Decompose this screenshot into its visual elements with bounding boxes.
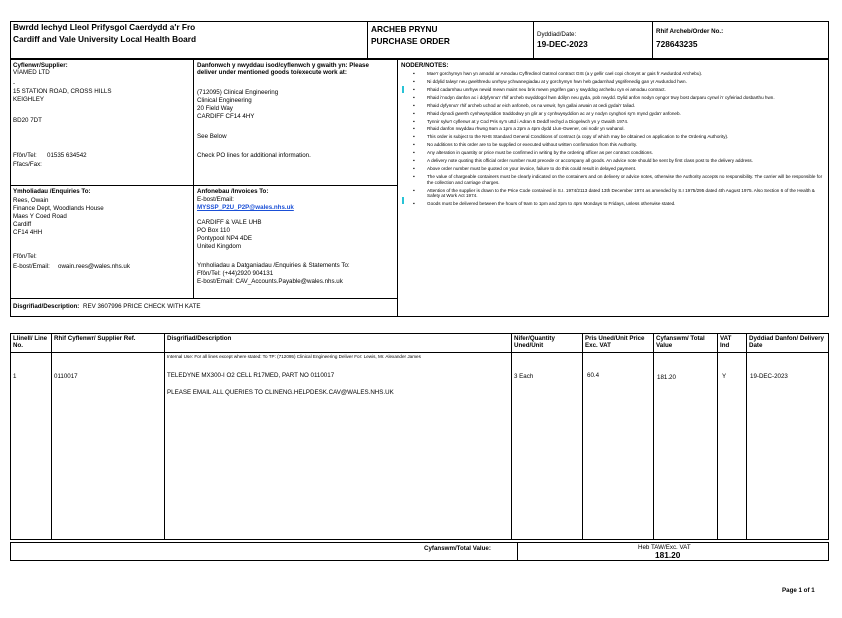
note-item: ▪ Mae'r gorchymyn hwn yn amodol ar Amodau Cyffredinol Gatmol contract GIS (a y gellir cael copi chonynt ar gais fr Awdurdod Archebu).	[401, 71, 823, 77]
col-header-supplier-ref: Rhif Cyflenwr/ Supplier Ref.	[54, 335, 136, 342]
supplier-phone-value: 01535 634542	[47, 152, 87, 159]
row-line-number: 1	[13, 373, 17, 380]
enquiries-line: Maes Y Coed Road	[13, 213, 67, 220]
row-vat: Y	[722, 373, 727, 380]
note-item: ▪ Rhaid dyfynnu'r rhif archeb uchod ar eich anfoneb, os na wnwir, hyn gallai arwain at oedi gydai'r taliad.	[401, 103, 823, 109]
delivery-label: Danfonwch y nwyddau isod/cyflenwch y gwaith yn: Please deliver under mentioned goods to/execute work at:	[197, 62, 369, 77]
invoices-email-label: E-bost/Email:	[197, 196, 234, 203]
note-item: ▪ Rhaid cadarnhau unrhyw newid mewn maint neu bris mewn ysgrifen gan y swyddog archebu cyn ei amodau contract.	[401, 87, 823, 93]
doc-title-welsh: ARCHEB PRYNU	[371, 24, 438, 34]
statements-email: E-bost/Email: CAV_Accounts.Payable@wales.nhs.uk	[197, 278, 343, 285]
doc-title-english: PURCHASE ORDER	[371, 36, 450, 46]
delivery-line: (712095) Clinical Engineering	[197, 89, 279, 96]
invoices-line: CARDIFF & VALE UHB	[197, 219, 262, 226]
enquiries-line: Rees, Owain	[13, 197, 49, 204]
row-quantity: 3 Each	[514, 373, 534, 380]
note-item: ▪ A delivery note quoting this official order number must precede or accompany all goods. An advice note should be sent by first class post to the delivery address.	[401, 158, 823, 164]
col-header-total: Cyfanswm/ Total Value	[656, 335, 705, 350]
invoices-label: Anfonebau /Invoices To:	[197, 188, 269, 195]
row-description-note: PLEASE EMAIL ALL QUERIES TO CLINENG.HELPDESK.CAV@WALES.NHS.UK	[167, 389, 394, 396]
delivery-line: 20 Field Way	[197, 105, 233, 112]
enquiries-line: Finance Dept, Woodlands House	[13, 205, 104, 212]
total-value: 181.20	[655, 550, 681, 560]
delivery-check-note: Check PO lines for additional information.	[197, 152, 311, 159]
statements-label: Ymholiadau a Datganiadau /Enquiries & Statements To:	[197, 262, 350, 269]
statements-phone: Ffôn/Tel: (+44)2920 904131	[197, 270, 274, 277]
row-supplier-ref: 0110017	[54, 373, 78, 380]
enquiries-email-label: E-bost/Email:	[13, 263, 50, 270]
supplier-fax-label: Ffacs/Fax:	[13, 161, 42, 168]
delivery-line: CARDIFF CF14 4HY	[197, 113, 255, 120]
date-label: Dyddiad/Date:	[537, 31, 577, 38]
note-item: ▪ Ni ddylid talwyr neu gwelthredu unrhyw ychwanegiadau at y gorchymyn hwn heb gadarnhad ysgrifenedig gan yr Awdurdod hwn.	[401, 79, 823, 85]
note-item: ▪ Tynnir sylw'r cyflenwr at y Cod Pris sy'n uttd i Adran 6 Deddf Iechyd a Diogelwch yn y Gwaith 1974.	[401, 119, 823, 125]
col-header-unit-price: Pris Uned/Unit Price Exc. VAT	[585, 335, 645, 350]
row-delivery-date: 19-DEC-2023	[750, 373, 788, 380]
col-header-description: Disgrifiad/Description	[167, 335, 232, 342]
col-header-quantity: Nifer/Quantity Uned/Unit	[514, 335, 555, 350]
note-item: ▪ This order is subject to the NHS Standard General Conditions of contract (a copy of which may be obtained on application to the Ordering Authority).	[401, 134, 823, 140]
date-value: 19-DEC-2023	[537, 39, 588, 49]
col-header-vat: VAT Ind	[720, 335, 732, 350]
enquiries-line: Cardiff	[13, 221, 32, 228]
supplier-line: -	[13, 80, 16, 87]
col-header-delivery-date: Dyddiad Danfon/ Delivery Date	[749, 335, 824, 350]
enquiries-phone-label: Ffôn/Tel:	[13, 253, 37, 260]
invoices-line: Pontypool NP4 4DE	[197, 235, 253, 242]
internal-use-note: Internal Use: For all lines except where stated: To TP: (712095) Clinical Engineering Deliver For: Lewis, Mr. Alexander James	[167, 354, 421, 359]
delivery-see-below: See Below	[197, 133, 227, 140]
row-total: 181.20	[657, 374, 676, 381]
note-item: ▪ No additions to this order are to be supplied or executed without written confirmation from this Authority.	[401, 142, 823, 148]
note-item: ▪ Rhaid i'nodyn danfon ac i ddyfynnu'r rhif archeb swyddogol hwn ddilyn neu gyda, pob nwydd. Dylid anfon nodyn oyngor trwy bost darparu cynwl i'r cyfeiriad dosbarthu hwn.	[401, 95, 823, 101]
supplier-line: 15 STATION ROAD, CROSS HILLS	[13, 88, 112, 95]
invoices-line: United Kingdom	[197, 243, 242, 250]
supplier-line: VIAMED LTD	[13, 69, 50, 76]
col-header-line: Llinell/ Line No.	[13, 335, 48, 350]
enquiries-label: Ymholiadau /Enquiries To:	[13, 188, 91, 195]
line-items-table	[10, 333, 829, 540]
description-label: Disgrifiad/Description:	[13, 303, 80, 310]
delivery-line: Clinical Engineering	[197, 97, 252, 104]
note-item: ▪ Goods must be delivered between the hours of 9am to 1pm and 2pm to 4pm Mondays to Fridays, unless otherwise stated.	[401, 201, 823, 207]
note-item: ▪ Above order number must be quoted on your invoice, failure to do this could result in delayed payment.	[401, 166, 823, 172]
exc-vat-label: Heb TAW/Exc. VAT	[638, 544, 691, 551]
supplier-line: KEIGHLEY	[13, 96, 44, 103]
notes-list	[401, 71, 823, 209]
order-number-value: 728643235	[656, 39, 698, 49]
note-item: ▪ Rhaid danfon nwyddau rhwng 9am a 1pm a 2pm a 4pm dydd Llun-Gwener, oni nodir yn wahanol.	[401, 126, 823, 132]
supplier-line: BD20 7DT	[13, 117, 42, 124]
invoices-line: PO Box 110	[197, 227, 230, 234]
totals-box	[10, 542, 829, 561]
org-name-english: Cardiff and Vale University Local Health Board	[13, 34, 197, 44]
supplier-label: Cyflenwr/Supplier:	[13, 62, 68, 69]
enquiries-line: CF14 4HH	[13, 229, 43, 236]
notes-label: NODER/NOTES:	[401, 62, 449, 69]
description-value: REV 3607996 PRICE CHECK WITH KATE	[83, 303, 201, 310]
supplier-phone-label: Ffôn/Tel:	[13, 152, 37, 159]
note-item: ▪ Any alteration in quantity or price must be confirmed in writing by the ordering officer as per contract conditions.	[401, 150, 823, 156]
note-item: ▪ Attention of the supplier is drawn to the Price Code contained in S.I. 1974/2113 dated 13th December 1974 as amended by S.I 1975/295 dated 4th August 1975. Also Section 6 of the Health & Safety at Work Act 1974.	[401, 188, 823, 199]
org-name-welsh: Bwrdd Iechyd Lleol Prifysgol Caerdydd a'r Fro	[13, 22, 196, 32]
page-number: Page 1 of 1	[782, 587, 815, 594]
invoices-email-link[interactable]: MYSSP_P2U_P2P@wales.nhs.uk	[197, 204, 294, 211]
enquiries-email-value[interactable]: owain.rees@wales.nhs.uk	[58, 263, 130, 270]
note-item: ▪ Rhaid dynodi gwerth cynhwysyddion traddodwy yn glir ar y cynhwysyddion ac ar y nodyn cynghori sy'n mynd gyda'r anfoneb.	[401, 111, 823, 117]
row-unit-price: 60.4	[587, 372, 600, 379]
row-description: TELEDYNE MX300-I O2 CELL R17MED, PART NO 0110017	[167, 372, 335, 379]
note-item: ▪ The value of chargeable containers must be clearly indicated on the containers and on delivery or advice notes, otherwise the Authority accepts no responsibility. The carrier will be responsible for the collection and carriage charges.	[401, 174, 823, 185]
order-number-label: Rhif Archeb/Order No.:	[656, 28, 724, 35]
total-label: Cyfanswm/Total Value:	[424, 545, 491, 552]
